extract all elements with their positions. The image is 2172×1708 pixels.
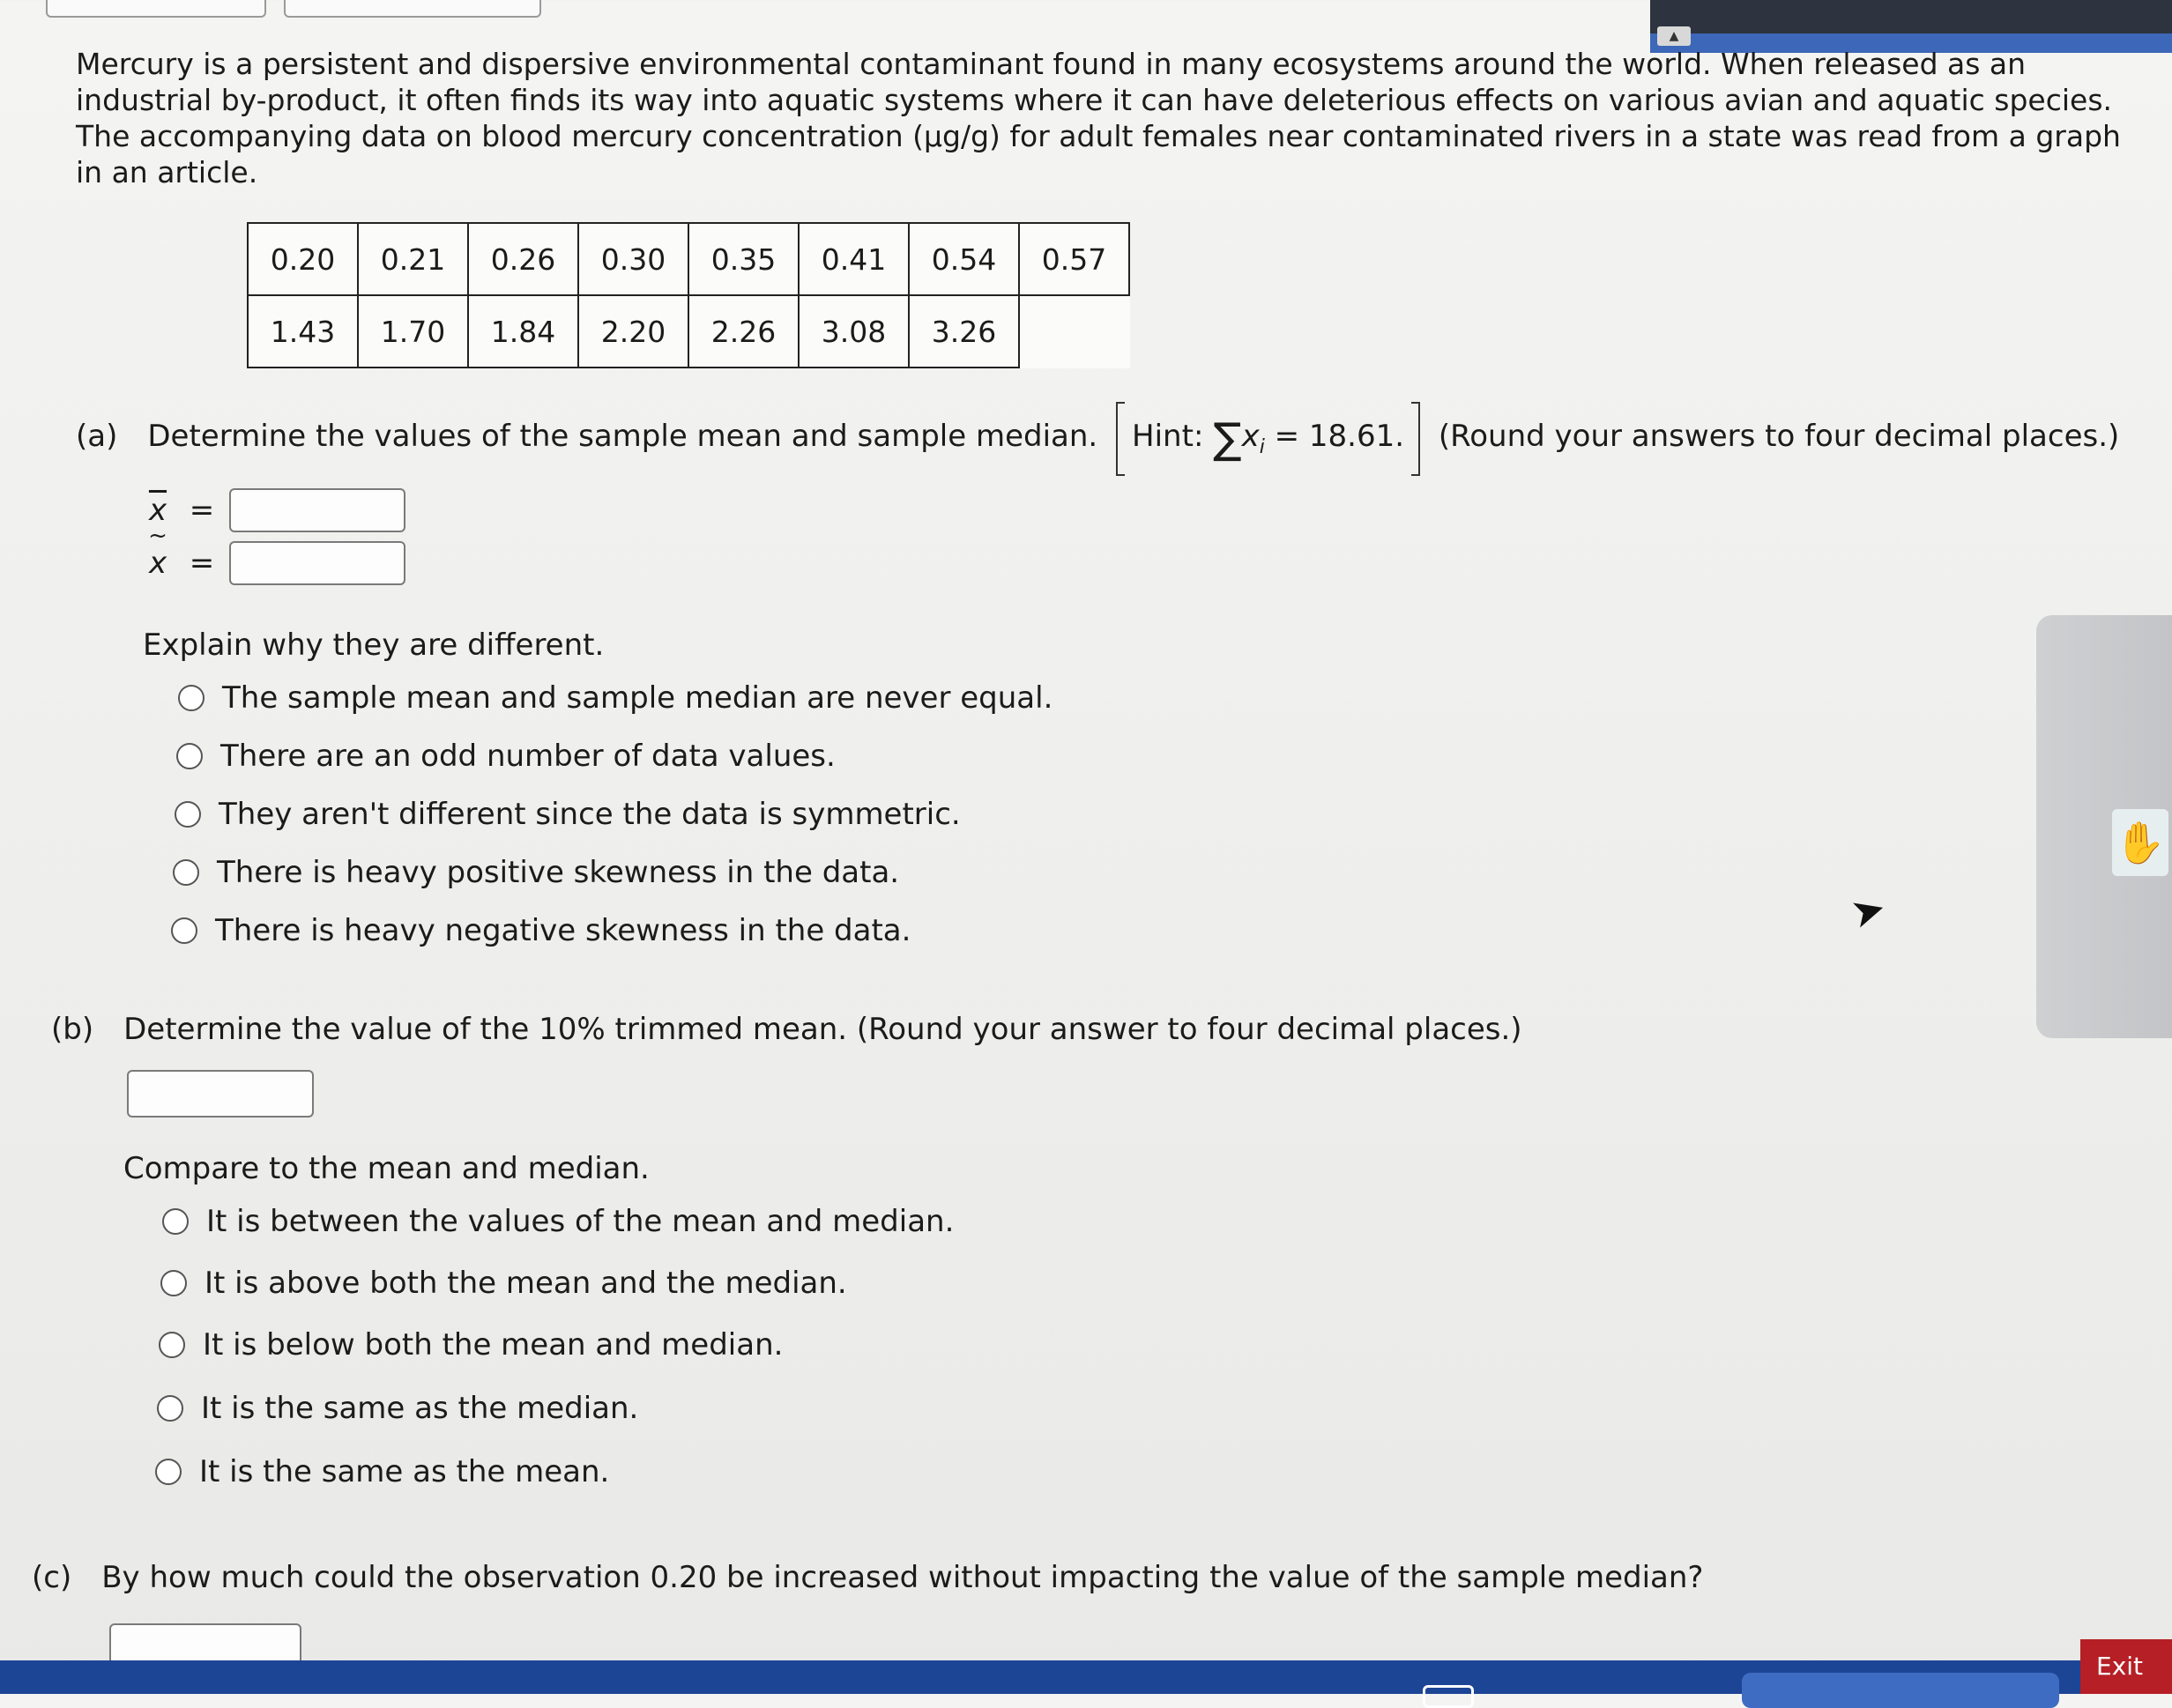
- option-label: There is heavy positive skewness in the data.: [217, 855, 900, 890]
- option-symmetric[interactable]: [175, 797, 961, 832]
- sample-median-input[interactable]: [229, 541, 405, 585]
- table-cell: 3.26: [909, 295, 1019, 368]
- radio-button[interactable]: [175, 801, 201, 828]
- rounding-note: (Round your answers to four decimal places.): [1438, 419, 2120, 454]
- table-cell: 0.54: [909, 223, 1019, 295]
- table-cell: 1.43: [248, 295, 358, 368]
- median-symbol-letter: x: [148, 546, 167, 581]
- table-row: [248, 223, 1129, 295]
- radio-button[interactable]: [155, 1459, 182, 1485]
- radio-button[interactable]: [159, 1332, 185, 1358]
- option-negative-skew[interactable]: [171, 913, 911, 948]
- explain-prompt: Explain why they are different.: [143, 628, 605, 663]
- top-right-bar: [1650, 0, 2172, 53]
- radio-button[interactable]: [173, 859, 199, 886]
- sample-mean-input[interactable]: [229, 488, 405, 532]
- median-row: [136, 523, 405, 585]
- top-tab-1[interactable]: [46, 0, 266, 18]
- scroll-up-button[interactable]: ▲: [1657, 26, 1691, 46]
- bottom-toolbar: [0, 1652, 2172, 1694]
- exit-button[interactable]: Exit: [2080, 1639, 2172, 1694]
- table-cell: 0.30: [578, 223, 688, 295]
- option-label: It is the same as the median.: [201, 1391, 639, 1426]
- part-b-label: (b): [51, 1012, 94, 1047]
- top-tab-2[interactable]: [284, 0, 541, 18]
- table-row: [248, 295, 1129, 368]
- table-cell: 0.26: [468, 223, 578, 295]
- option-label: They aren't different since the data is symmetric.: [219, 797, 961, 832]
- option-odd-number[interactable]: [176, 739, 836, 774]
- table-cell: 0.20: [248, 223, 358, 295]
- option-never-equal[interactable]: [178, 680, 1053, 716]
- radio-button[interactable]: [178, 685, 205, 711]
- table-cell-empty: [1019, 295, 1129, 368]
- compare-prompt: Compare to the mean and median.: [123, 1151, 650, 1186]
- part-c-prompt: By how much could the observation 0.20 be increased without impacting the value of the sample median?: [101, 1560, 1704, 1595]
- median-symbol: [136, 523, 180, 581]
- mascot-icon: ✋: [2112, 809, 2168, 876]
- table-cell: 0.57: [1019, 223, 1129, 295]
- option-same-median[interactable]: [157, 1391, 638, 1426]
- radio-button[interactable]: [157, 1395, 183, 1422]
- hint-variable: x: [1241, 419, 1260, 454]
- option-between[interactable]: [162, 1204, 954, 1239]
- table-cell: 2.26: [688, 295, 799, 368]
- option-label: It is above both the mean and the median.: [205, 1266, 847, 1301]
- option-label: It is below both the mean and median.: [203, 1327, 784, 1363]
- option-label: There are an odd number of data values.: [220, 739, 836, 774]
- side-panel[interactable]: [2036, 615, 2172, 1038]
- problem-intro: Mercury is a persistent and dispersive environmental contaminant found in many ecosystems around the world. When released as an industrial by-product, it often finds its way into aquatic systems where it can have deleterious effects on various avian and aquatic species. The accompanying data on blood mercury concentration (µg/g) for adult females near contaminated rivers in a state was read from a graph in an article.: [76, 47, 2121, 189]
- hint-subscript: i: [1259, 435, 1265, 458]
- table-cell: 3.08: [799, 295, 909, 368]
- option-above-both[interactable]: [160, 1266, 847, 1301]
- part-a-prompt: Determine the values of the sample mean and sample median.: [147, 419, 1098, 454]
- table-cell: 0.35: [688, 223, 799, 295]
- mean-symbol: $\overline{x}$: [148, 493, 167, 528]
- radio-button[interactable]: [162, 1208, 189, 1235]
- part-c-question: [32, 1560, 1703, 1595]
- table-cell: 1.70: [358, 295, 468, 368]
- radio-button[interactable]: [160, 1270, 187, 1296]
- sigma-icon: ∑: [1213, 414, 1242, 464]
- part-a-label: (a): [76, 419, 118, 454]
- table-cell: 0.41: [799, 223, 909, 295]
- table-cell: 0.21: [358, 223, 468, 295]
- part-a-question: [76, 414, 2119, 464]
- option-label: It is between the values of the mean and median.: [206, 1204, 955, 1239]
- hint-prefix: Hint:: [1132, 419, 1204, 454]
- trimmed-mean-input[interactable]: [127, 1070, 314, 1118]
- hint-value: = 18.61.: [1274, 419, 1405, 454]
- part-b-prompt: Determine the value of the 10% trimmed mean. (Round your answer to four decimal places.): [123, 1012, 1522, 1047]
- toolbar-pill-button[interactable]: [1742, 1673, 2059, 1708]
- mouse-cursor-icon: ➤: [1845, 882, 1892, 939]
- hint-box: [1116, 414, 1420, 464]
- option-label: It is the same as the mean.: [199, 1454, 610, 1489]
- radio-button[interactable]: [176, 743, 203, 769]
- table-cell: 1.84: [468, 295, 578, 368]
- toolbar-icon[interactable]: [1423, 1685, 1474, 1708]
- radio-button[interactable]: [171, 917, 197, 944]
- data-table: [247, 222, 1130, 368]
- option-label: There is heavy negative skewness in the data.: [215, 913, 911, 948]
- option-below-both[interactable]: [159, 1327, 783, 1363]
- part-b-question: [51, 1012, 1522, 1047]
- option-label: The sample mean and sample median are never equal.: [222, 680, 1053, 716]
- part-c-label: (c): [32, 1560, 72, 1595]
- tilde-icon: ~: [148, 523, 167, 549]
- option-positive-skew[interactable]: [173, 855, 899, 890]
- mean-equals: =: [189, 493, 215, 528]
- option-same-mean[interactable]: [155, 1454, 609, 1489]
- median-equals: =: [189, 546, 215, 581]
- table-cell: 2.20: [578, 295, 688, 368]
